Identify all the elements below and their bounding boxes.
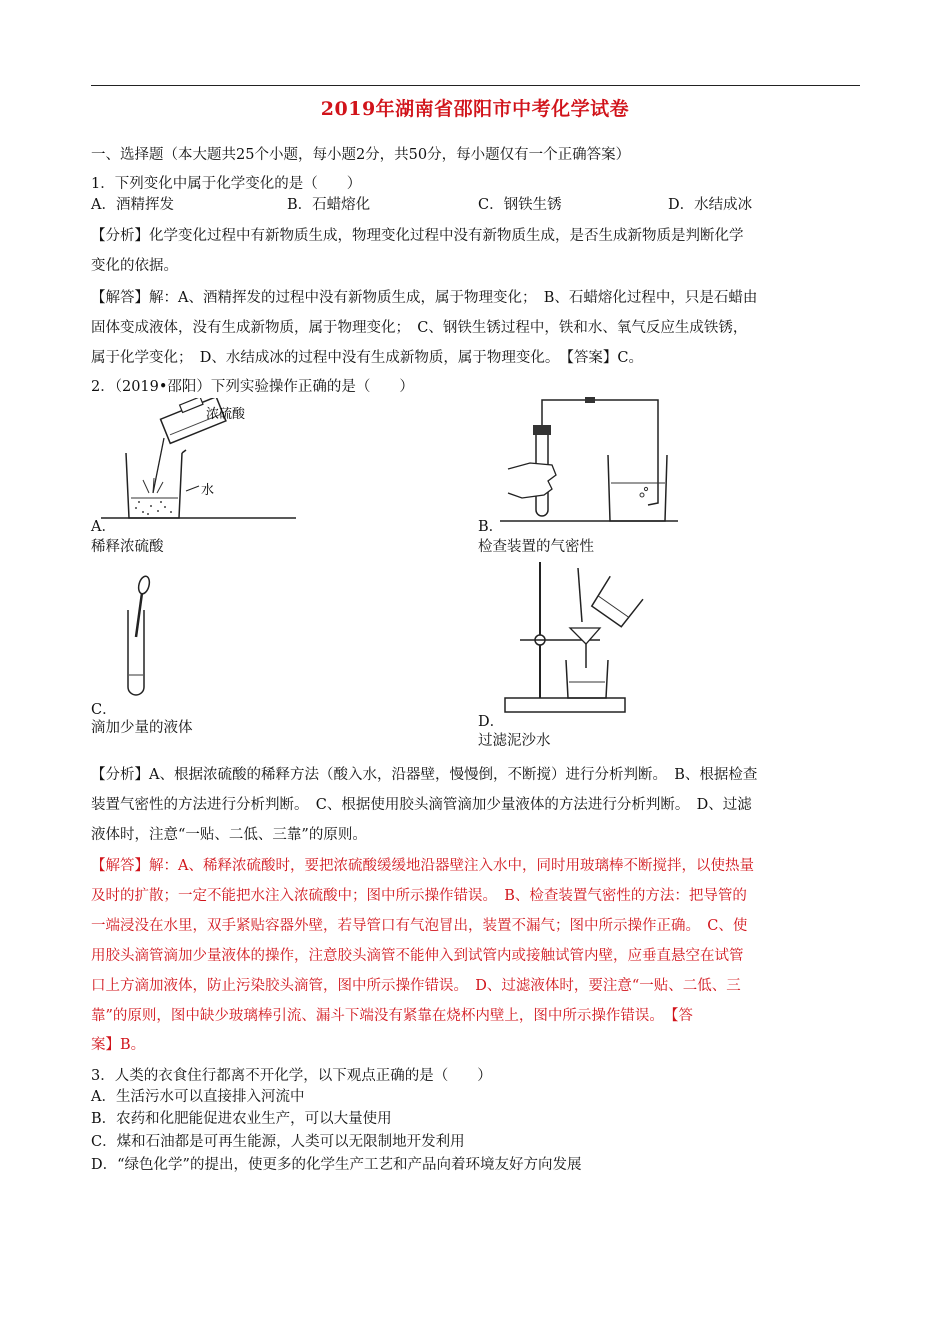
q2-solution-line: 口上方滴加液体，防止污染胶头滴管，图中所示操作错误。 D、过滤液体时，要注意“一贴、二低、三 <box>91 978 741 994</box>
figure-a-letter: A． <box>91 519 116 535</box>
q1-analysis-line: 【分析】化学变化过程中有新物质生成，物理变化过程中没有新物质生成，是否生成新物质是判断化学 <box>91 228 744 244</box>
q1-stem: 1．下列变化中属于化学变化的是（ ） <box>91 176 362 192</box>
figure-d-letter: D． <box>478 714 505 730</box>
top-rule <box>91 85 860 86</box>
q2-solution-line: 一端浸没在水里，双手紧贴容器外壁，若导管口有气泡冒出，装置不漏气；图中所示操作正确。 C、使 <box>91 918 748 934</box>
figure-a-label-acid: 浓硫酸 <box>206 407 246 422</box>
q2-analysis-line: 装置气密性的方法进行分析判断。 C、根据使用胶头滴管滴加少量液体的方法进行分析判断。 D、过滤 <box>91 797 752 813</box>
q3-option-d: D．“绿色化学”的提出，使更多的化学生产工艺和产品向着环境友好方向发展 <box>91 1157 582 1173</box>
q2-stem: 2．（2019•邵阳）下列实验操作正确的是（ ） <box>91 379 414 395</box>
q2-solution-line: 【解答】解：A、稀释浓硫酸时，要把浓硫酸缓缓地沿器壁注入水中，同时用玻璃棒不断搅拌，以使热量 <box>91 858 754 874</box>
figure-a-caption: 稀释浓硫酸 <box>91 539 164 555</box>
q3-option-b: B．农药和化肥能促进农业生产，可以大量使用 <box>91 1111 392 1127</box>
figure-a-dilute-acid <box>91 398 301 523</box>
section-heading: 一、选择题（本大题共25个小题，每小题2分，共50分，每小题仅有一个正确答案） <box>91 147 631 163</box>
q2-analysis-line: 【分析】A、根据浓硫酸的稀释方法（酸入水，沿器壁，慢慢倒，不断搅）进行分析判断。 B、根据检查 <box>91 767 758 783</box>
q1-option-a: A．酒精挥发 <box>91 197 174 213</box>
figure-d-caption: 过滤泥沙水 <box>478 733 551 749</box>
q3-option-c: C．煤和石油都是可再生能源，人类可以无限制地开发利用 <box>91 1134 465 1150</box>
figure-c-letter: C． <box>91 702 117 718</box>
q1-analysis-line: 变化的依据。 <box>91 258 178 274</box>
q3-stem: 3．人类的衣食住行都离不开化学，以下观点正确的是（ ） <box>91 1068 492 1084</box>
q1-solution-line: 【解答】解：A、酒精挥发的过程中没有新物质生成，属于物理变化； B、石蜡熔化过程中，只是石蜡由 <box>91 290 758 306</box>
figure-b-airtight-check <box>500 395 680 525</box>
figure-d-filtration <box>500 560 660 720</box>
q1-option-c: C．钢铁生锈 <box>478 197 562 213</box>
q1-option-b: B．石蜡熔化 <box>287 197 371 213</box>
figure-a-label-water: 水 <box>201 483 215 498</box>
q1-option-d: D．水结成冰 <box>668 197 753 213</box>
page-title: 2019年湖南省邵阳市中考化学试卷 <box>320 98 630 120</box>
figure-b-letter: B． <box>478 519 504 535</box>
q3-option-a: A．生活污水可以直接排入河流中 <box>91 1089 305 1105</box>
q2-solution-line: 案】B。 <box>91 1037 146 1053</box>
figure-c-dropper <box>118 575 158 700</box>
figure-c-caption: 滴加少量的液体 <box>91 720 193 736</box>
q2-analysis-line: 液体时，注意“一贴、二低、三靠”的原则。 <box>91 827 367 843</box>
q1-solution-line: 固体变成液体，没有生成新物质，属于物理变化； C、钢铁生锈过程中，铁和水、氧气反应生成铁锈， <box>91 320 748 336</box>
q2-solution-line: 及时的扩散；一定不能把水注入浓硫酸中；图中所示操作错误。 B、检查装置气密性的方法：把导管的 <box>91 888 747 904</box>
q1-solution-line: 属于化学变化； D、水结成冰的过程中没有生成新物质，属于物理变化。 【答案】C。 <box>91 350 643 366</box>
figure-b-caption: 检查装置的气密性 <box>478 539 594 555</box>
q2-solution-line: 靠”的原则，图中缺少玻璃棒引流、漏斗下端没有紧靠在烧杯内壁上，图中所示操作错误。 【答 <box>91 1008 693 1024</box>
q2-solution-line: 用胶头滴管滴加少量液体的操作，注意胶头滴管不能伸入到试管内或接触试管内壁，应垂直悬空在试管 <box>91 948 744 964</box>
